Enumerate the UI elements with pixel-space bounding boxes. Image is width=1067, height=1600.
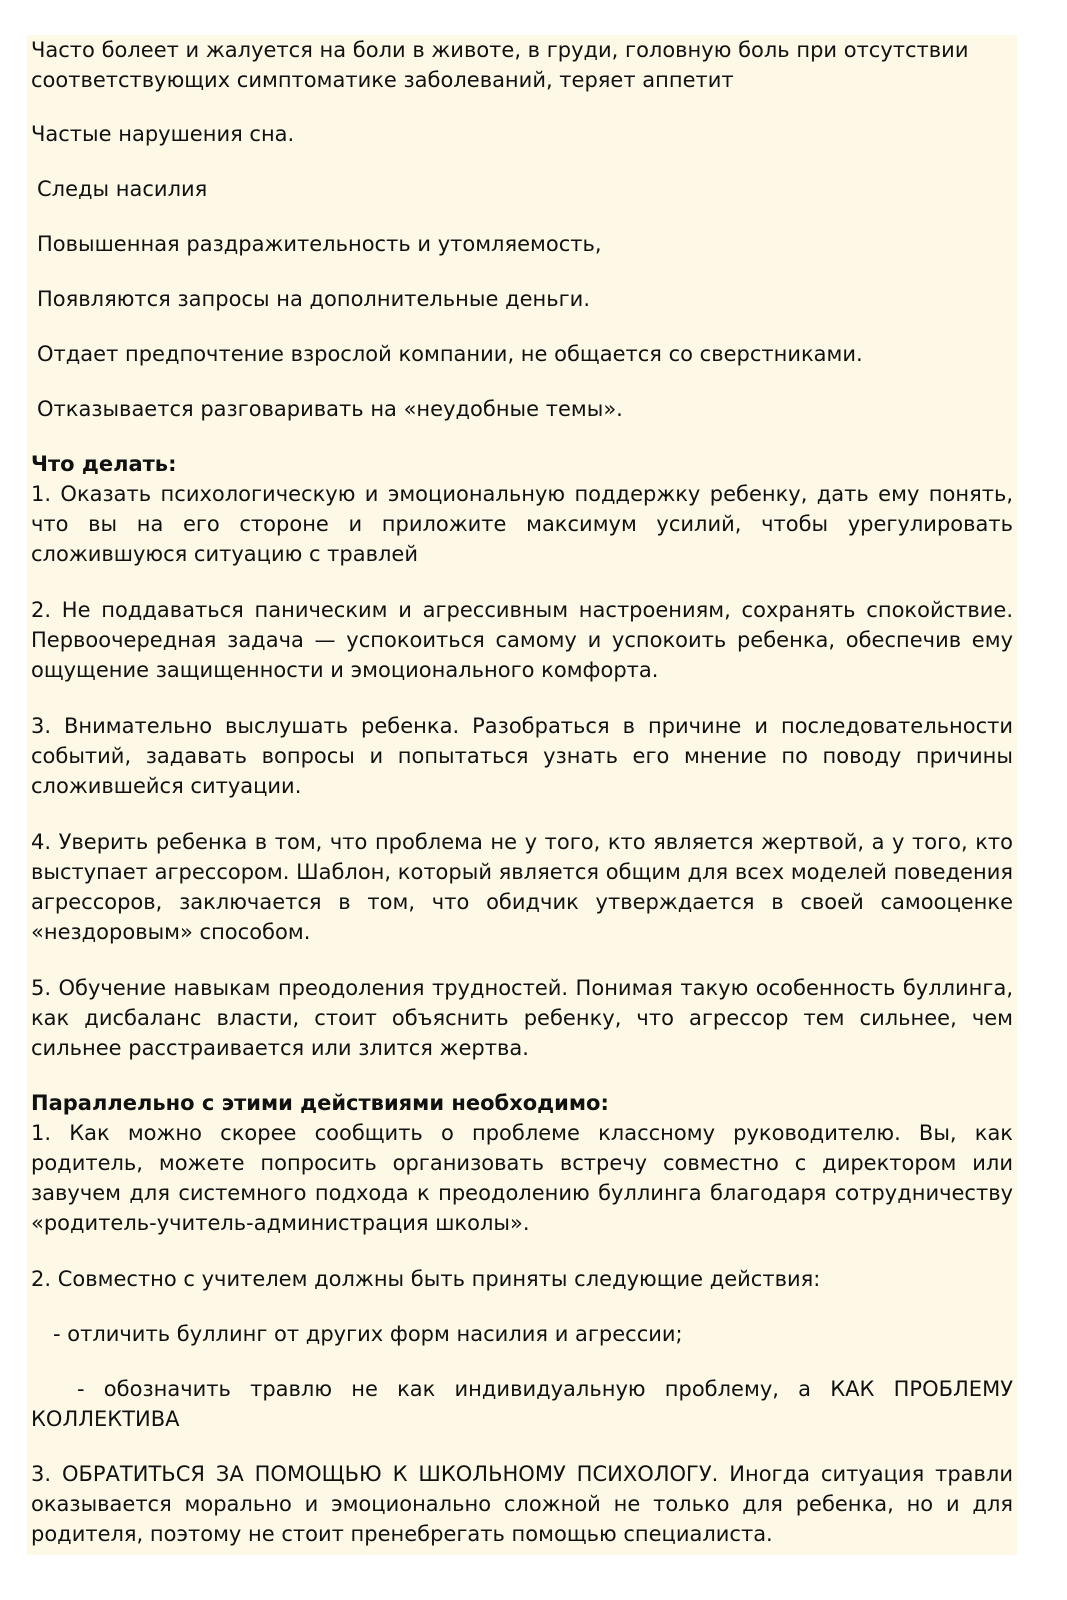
symptom-item: Часто болеет и жалуется на боли в животе, в груди, головную боль при отсутствии соответствующих симптоматике заболеваний, теряет аппетит: [31, 38, 969, 92]
symptom-item: Повышенная раздражительность и утомляемость,: [37, 232, 602, 256]
parallel-subitem: - обозначить травлю не как индивидуальную проблему, а КАК ПРОБЛЕМУ КОЛЛЕКТИВА: [31, 1377, 1013, 1431]
parallel-subitem: - отличить буллинг от других форм насилия и агрессии;: [53, 1322, 683, 1346]
symptom-item: Отдает предпочтение взрослой компании, не общается со сверстниками.: [37, 342, 863, 366]
symptom-item: Частые нарушения сна.: [31, 122, 295, 146]
parallel-item: 3. ОБРАТИТЬСЯ ЗА ПОМОЩЬЮ К ШКОЛЬНОМУ ПСИХОЛОГУ. Иногда ситуация травли оказывается морально и эмоционально сложной не только для ребенка, но и для родителя, поэтому не стоит пренебрегать помощью специалиста.: [31, 1462, 1013, 1546]
what-to-do-heading: Что делать:: [31, 452, 177, 476]
symptom-item: Появляются запросы на дополнительные деньги.: [37, 287, 590, 311]
what-to-do-item: 5. Обучение навыкам преодоления трудностей. Понимая такую особенность буллинга, как дисбаланс власти, стоит объяснить ребенку, что агрессор тем сильнее, чем сильнее расстраивается или злится жертва.: [31, 976, 1013, 1060]
parallel-item: 2. Совместно с учителем должны быть приняты следующие действия:: [31, 1267, 821, 1291]
what-to-do-item: 4. Уверить ребенка в том, что проблема не у того, кто является жертвой, а у того, кто выступает агрессором. Шаблон, который является общим для всех моделей поведения агрессоров, заключается в том, что обидчик утверждается в своей самооценке «нездоровым» способом.: [31, 830, 1013, 944]
symptom-item: Отказывается разговаривать на «неудобные темы».: [37, 397, 623, 421]
parallel-heading: Параллельно с этими действиями необходимо:: [31, 1091, 609, 1115]
symptom-item: Следы насилия: [37, 177, 208, 201]
what-to-do-item: 2. Не поддаваться паническим и агрессивным настроениям, сохранять спокойствие. Первоочередная задача — успокоиться самому и успокоить ребенка, обеспечив ему ощущение защищенности и эмоционального комфорта.: [31, 598, 1013, 682]
parallel-item: 1. Как можно скорее сообщить о проблеме классному руководителю. Вы, как родитель, можете попросить организовать встречу совместно с директором или завучем для системного подхода к преодолению буллинга благодаря сотрудничеству «родитель-учитель-администрация школы».: [31, 1121, 1013, 1235]
what-to-do-item: 1. Оказать психологическую и эмоциональную поддержку ребенку, дать ему понять, что вы на его стороне и приложите максимум усилий, чтобы урегулировать сложившуюся ситуацию с травлей: [31, 482, 1013, 566]
what-to-do-item: 3. Внимательно выслушать ребенка. Разобраться в причине и последовательности событий, задавать вопросы и попытаться узнать его мнение по поводу причины сложившейся ситуации.: [31, 714, 1013, 798]
document-body: [27, 35, 1017, 1555]
